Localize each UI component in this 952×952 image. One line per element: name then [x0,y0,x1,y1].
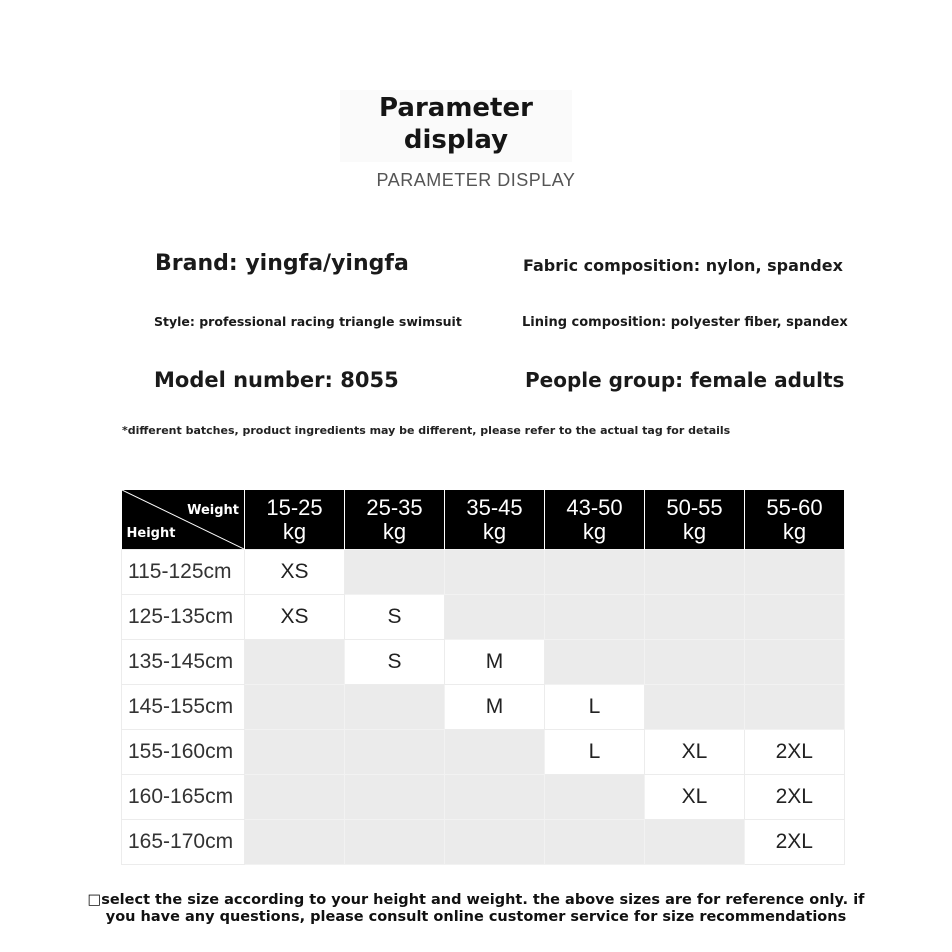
size-cell: L [545,685,645,730]
footer-line-1: □select the size according to your height and weight. the above sizes are for reference only. if [87,892,865,908]
size-cell [345,685,445,730]
size-cell [445,730,545,775]
param-style: Style: professional racing triangle swimsuit [154,314,462,329]
size-cell [445,820,545,865]
page-title: Parameter display [379,93,533,155]
size-cell: 2XL [745,775,845,820]
table-row [122,820,845,865]
table-row [122,595,845,640]
size-cell: S [345,640,445,685]
weight-axis-label: Weight [187,503,239,518]
size-cell [545,820,645,865]
height-cell: 145-155cm [122,685,245,730]
size-cell [345,820,445,865]
table-row [122,640,845,685]
size-cell [745,550,845,595]
weight-column-header [745,490,845,550]
size-cell [345,775,445,820]
size-cell [245,685,345,730]
weight-column-header [245,490,345,550]
weight-unit: kg [282,518,307,544]
size-cell: 2XL [745,820,845,865]
table-row [122,775,845,820]
height-axis-label: Height [126,526,176,541]
page-subtitle: PARAMETER DISPLAY [376,170,576,190]
weight-range: 35-45 [466,494,523,520]
height-cell: 155-160cm [122,730,245,775]
size-cell [545,550,645,595]
size-cell [445,550,545,595]
size-cell: M [445,640,545,685]
weight-range: 55-60 [766,494,823,520]
footer-note [0,892,952,926]
weight-column-header [545,490,645,550]
size-cell [645,550,745,595]
weight-range: 15-25 [266,494,323,520]
size-table-corner [122,490,245,550]
size-cell [245,640,345,685]
size-cell [245,775,345,820]
title-block [340,90,572,162]
weight-unit: kg [382,518,407,544]
table-row [122,730,845,775]
size-cell: XS [245,595,345,640]
weight-range: 25-35 [366,494,423,520]
size-cell [445,595,545,640]
size-cell [545,640,645,685]
weight-range: 43-50 [566,494,623,520]
weight-column-header [645,490,745,550]
size-cell [645,640,745,685]
size-cell [545,595,645,640]
param-lining: Lining composition: polyester fiber, spandex [522,315,848,330]
weight-unit: kg [782,518,807,544]
size-cell [345,730,445,775]
table-row [122,685,845,730]
size-cell [745,685,845,730]
weight-range: 50-55 [666,494,723,520]
size-cell [745,595,845,640]
weight-unit: kg [682,518,707,544]
size-cell: XL [645,730,745,775]
weight-column-header [445,490,545,550]
weight-unit: kg [582,518,607,544]
size-cell: L [545,730,645,775]
size-table-header-row [122,490,845,550]
size-cell [645,685,745,730]
size-table [121,490,845,865]
height-cell: 165-170cm [122,820,245,865]
size-cell [345,550,445,595]
size-cell: 2XL [745,730,845,775]
param-brand: Brand: yingfa/yingfa [155,251,409,276]
size-cell: M [445,685,545,730]
size-cell [645,820,745,865]
size-cell [445,775,545,820]
footer-line-2: you have any questions, please consult online customer service for size recommendations [105,909,847,925]
table-row [122,550,845,595]
height-cell: 125-135cm [122,595,245,640]
size-cell: XS [245,550,345,595]
weight-column-header [345,490,445,550]
size-cell [645,595,745,640]
height-cell: 160-165cm [122,775,245,820]
size-cell [545,775,645,820]
size-cell: S [345,595,445,640]
size-cell [245,730,345,775]
param-model: Model number: 8055 [154,368,399,392]
height-cell: 135-145cm [122,640,245,685]
size-cell [245,820,345,865]
weight-unit: kg [482,518,507,544]
size-cell [745,640,845,685]
param-fabric: Fabric composition: nylon, spandex [523,256,843,275]
disclaimer-note: *different batches, product ingredients may be different, please refer to the actual tag for details [122,424,731,437]
size-cell: XL [645,775,745,820]
height-cell: 115-125cm [122,550,245,595]
param-people: People group: female adults [525,368,845,392]
